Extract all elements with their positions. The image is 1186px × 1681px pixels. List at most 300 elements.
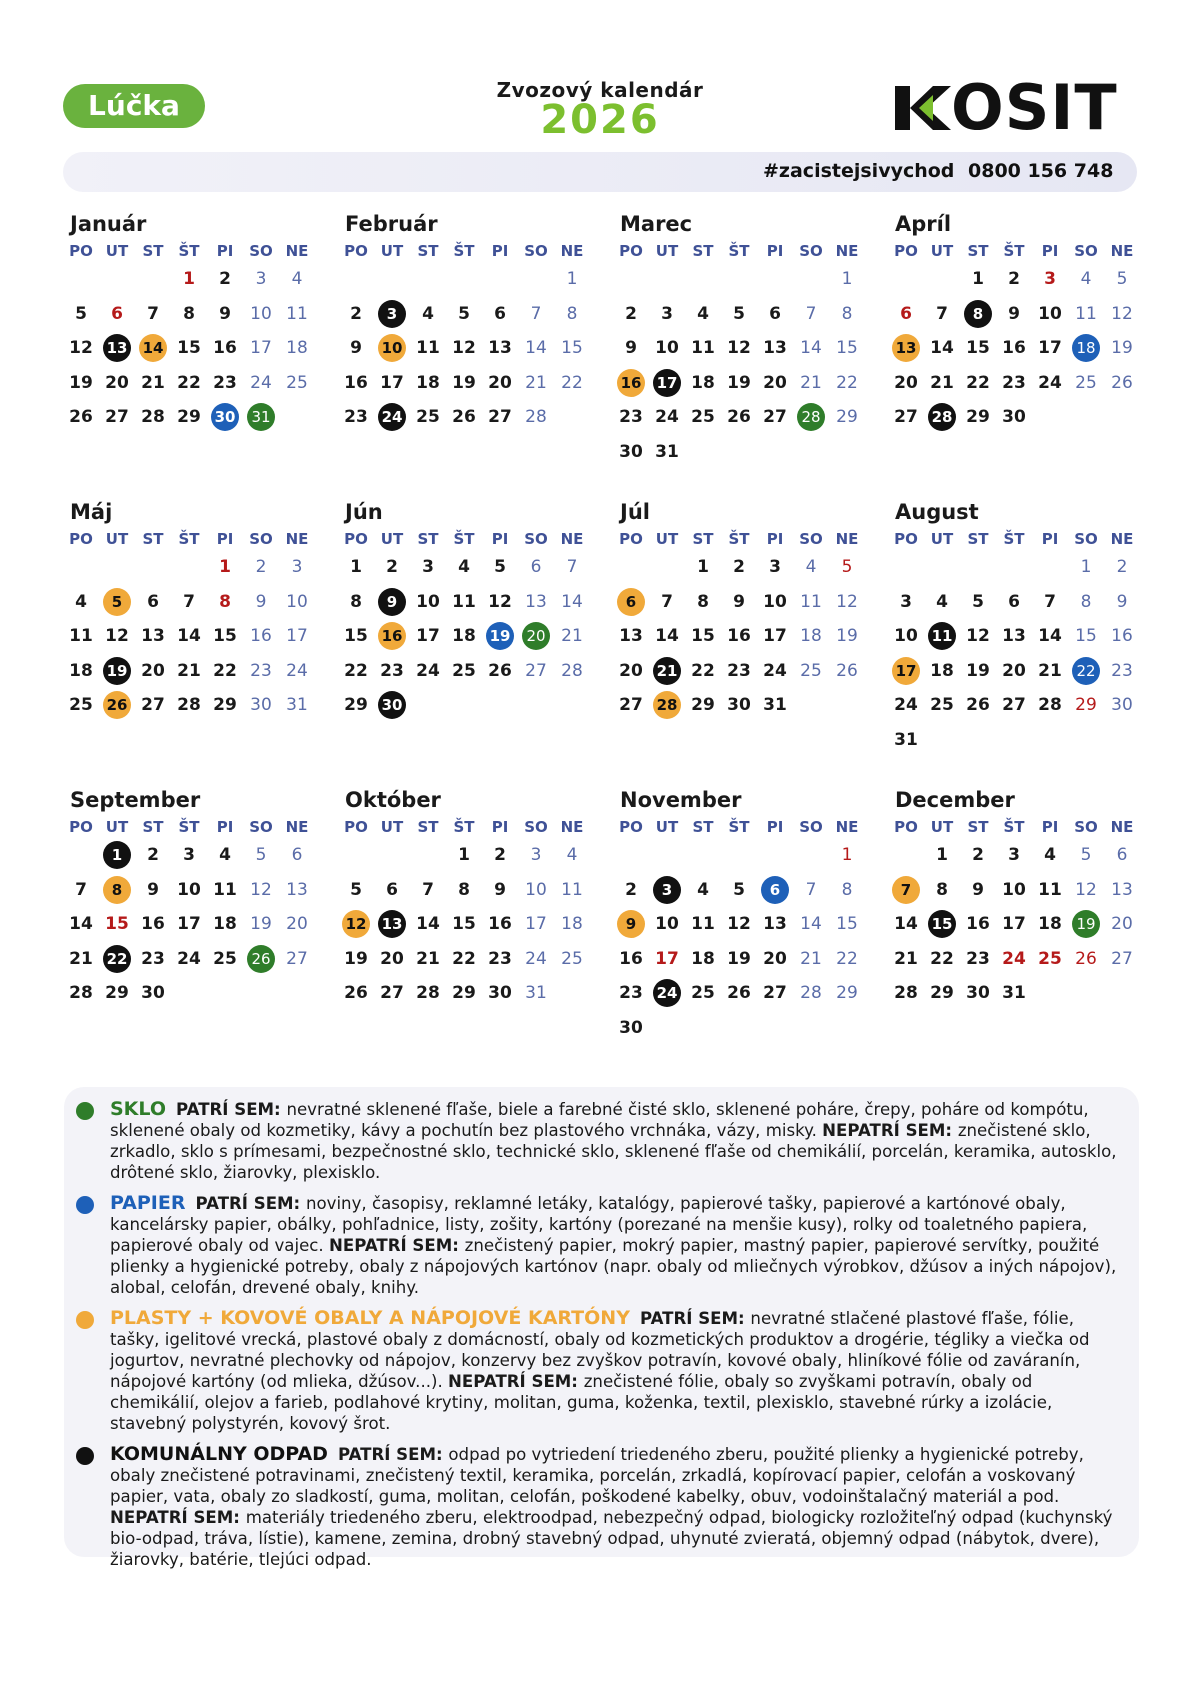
day-cell: 11 xyxy=(1038,879,1062,900)
day-cell: 18 xyxy=(800,626,822,646)
day-cell: 7 xyxy=(530,303,542,324)
weekday-header: NE xyxy=(285,242,309,260)
day-cell: 13 xyxy=(619,626,643,646)
day-cell: 12 xyxy=(1075,879,1097,900)
day-cell: 22 xyxy=(966,372,990,393)
month-name: September xyxy=(70,788,201,812)
day-cell: 9 xyxy=(147,879,159,900)
not-allowed-label: NEPATRÍ SEM: xyxy=(110,1508,246,1527)
day-cell: 17 xyxy=(177,914,201,934)
weekday-header: PI xyxy=(1041,530,1059,548)
pickup-day-black: 28 xyxy=(925,402,959,432)
allowed-text: noviny, časopisy, reklamné letáky, katalógy, papierové tašky, papierové a kartónové obaly, kancelársky papier, obálky, pohľadnice, listy, zošity, kartóny (porezané na menšie kusy), rolky od toaletného papiera, papierové obaly od vajec. xyxy=(110,1194,1088,1255)
day-cell: 19 xyxy=(452,372,476,393)
weekday-header: UT xyxy=(930,818,954,836)
day-cell: 3 xyxy=(1008,845,1020,865)
day-cell: 4 xyxy=(1044,845,1056,865)
weekday-header: PO xyxy=(894,818,918,836)
weekday-header: PI xyxy=(216,242,234,260)
day-cell: 27 xyxy=(380,983,404,1003)
pickup-day-orange: 16 xyxy=(614,368,648,398)
calendar-year: 2026 xyxy=(540,97,660,143)
day-cell: 20 xyxy=(141,660,165,681)
weekday-header: ŠT xyxy=(453,818,475,836)
day-cell: 16 xyxy=(213,338,237,358)
weekday-header: ST xyxy=(692,242,714,260)
weekday-header: NE xyxy=(1110,242,1134,260)
pickup-day-blue: 19 xyxy=(483,621,517,651)
day-cell: 22 xyxy=(836,372,858,393)
pickup-day-orange: 13 xyxy=(889,333,923,363)
day-cell: 5 xyxy=(255,845,267,865)
day-cell: 31 xyxy=(655,441,679,462)
day-cell: 20 xyxy=(894,372,918,393)
pickup-day-green: 31 xyxy=(244,402,278,432)
day-cell: 26 xyxy=(1075,948,1097,969)
day-cell: 2 xyxy=(219,269,231,289)
pickup-day-green: 19 xyxy=(1069,909,1103,939)
day-cell: 4 xyxy=(422,303,434,324)
weekday-header: PI xyxy=(766,530,784,548)
day-cell: 5 xyxy=(75,303,87,324)
day-cell: 16 xyxy=(141,914,165,934)
day-cell: 25 xyxy=(286,372,308,393)
day-cell: 21 xyxy=(561,626,583,646)
weekday-header: PO xyxy=(69,530,93,548)
day-cell: 8 xyxy=(566,303,578,324)
day-cell: 4 xyxy=(936,591,948,612)
day-cell: 23 xyxy=(344,407,368,427)
day-cell: 24 xyxy=(1002,948,1026,969)
weekday-header: NE xyxy=(835,242,859,260)
legend-category: KOMUNÁLNY ODPAD xyxy=(110,1443,328,1465)
month-days xyxy=(614,242,879,512)
weekday-header: PI xyxy=(766,242,784,260)
pickup-day-blue: 6 xyxy=(758,875,792,905)
weekday-header: PO xyxy=(344,530,368,548)
month-4 xyxy=(64,500,329,800)
weekday-header: PI xyxy=(1041,242,1059,260)
day-cell: 25 xyxy=(800,660,822,681)
allowed-label: PATRÍ SEM: xyxy=(639,1309,751,1328)
day-cell: 23 xyxy=(727,660,751,681)
day-cell: 9 xyxy=(350,338,362,358)
day-cell: 22 xyxy=(177,372,201,393)
day-cell: 9 xyxy=(972,879,984,900)
pickup-day-black: 13 xyxy=(100,333,134,363)
day-cell: 11 xyxy=(69,626,93,646)
day-cell: 18 xyxy=(691,372,715,393)
day-cell: 19 xyxy=(836,626,858,646)
weekday-header: ŠT xyxy=(453,242,475,260)
day-cell: 1 xyxy=(183,269,195,289)
day-cell: 25 xyxy=(1038,948,1062,969)
month-3 xyxy=(889,212,1154,512)
day-cell: 13 xyxy=(1111,879,1133,900)
weekday-header: SO xyxy=(524,242,548,260)
weekday-header: SO xyxy=(249,242,273,260)
day-cell: 5 xyxy=(972,591,984,612)
day-cell: 10 xyxy=(250,303,272,324)
day-cell: 12 xyxy=(966,626,990,646)
weekday-header: PO xyxy=(619,530,643,548)
month-name: Marec xyxy=(620,212,693,236)
day-cell: 4 xyxy=(566,845,578,865)
day-cell: 12 xyxy=(488,591,512,612)
day-cell: 27 xyxy=(619,695,643,715)
day-cell: 23 xyxy=(380,660,404,681)
day-cell: 30 xyxy=(619,441,643,462)
weekday-header: UT xyxy=(105,818,129,836)
month-name: Apríl xyxy=(895,212,952,236)
day-cell: 28 xyxy=(894,983,918,1003)
day-cell: 22 xyxy=(452,948,476,969)
weekday-header: UT xyxy=(930,242,954,260)
weekday-header: UT xyxy=(655,818,679,836)
day-cell: 19 xyxy=(250,914,272,934)
day-cell: 22 xyxy=(691,660,715,681)
day-cell: 21 xyxy=(69,948,93,969)
pickup-day-green: 26 xyxy=(244,944,278,974)
weekday-header: PO xyxy=(344,818,368,836)
day-cell: 29 xyxy=(105,983,129,1003)
kosit-logo xyxy=(893,71,1138,144)
day-cell: 27 xyxy=(763,407,787,427)
weekday-header: NE xyxy=(560,530,584,548)
month-1 xyxy=(339,212,604,512)
day-cell: 18 xyxy=(286,338,308,358)
day-cell: 17 xyxy=(525,914,547,934)
weekday-header: ŠT xyxy=(1003,818,1025,836)
day-cell: 18 xyxy=(561,914,583,934)
day-cell: 6 xyxy=(769,303,781,324)
day-cell: 25 xyxy=(416,407,440,427)
legend-item-black xyxy=(76,1444,1121,1570)
day-cell: 20 xyxy=(488,372,512,393)
pickup-day-blue: 22 xyxy=(1069,656,1103,686)
weekday-header: NE xyxy=(835,818,859,836)
day-cell: 12 xyxy=(1111,303,1133,324)
day-cell: 15 xyxy=(966,338,990,358)
pickup-day-orange: 7 xyxy=(889,875,923,905)
day-cell: 11 xyxy=(691,338,715,358)
day-cell: 20 xyxy=(1002,660,1026,681)
day-cell: 13 xyxy=(763,338,787,358)
weekday-header: SO xyxy=(524,818,548,836)
month-days xyxy=(64,818,329,1088)
allowed-text: nevratné stlačené plastové fľaše, fólie, tašky, igelitové vrecká, plastové obaly z domácností, obaly od kozmetických produktov a drogérie, tégliky a viečka od jogurtov, nevratné plechovky od nápojov, konzervy bez zvyškov potravín, kovové obaly, hliníkové fólie od zaváranín, nápojové kartóny (od mlieka, džúsov...). xyxy=(110,1309,1090,1391)
month-name: Január xyxy=(70,212,147,236)
pickup-day-black: 9 xyxy=(375,587,409,617)
day-cell: 15 xyxy=(452,914,476,934)
month-days xyxy=(339,818,604,1088)
month-name: August xyxy=(895,500,979,524)
day-cell: 2 xyxy=(972,845,984,865)
weekday-header: PI xyxy=(216,818,234,836)
day-cell: 26 xyxy=(727,407,751,427)
day-cell: 10 xyxy=(763,591,787,612)
day-cell: 29 xyxy=(691,695,715,715)
phone-number: 0800 156 748 xyxy=(968,160,1114,182)
day-cell: 15 xyxy=(344,626,368,646)
weekday-header: ST xyxy=(967,530,989,548)
day-cell: 3 xyxy=(255,269,267,289)
month-0 xyxy=(64,212,329,512)
day-cell: 29 xyxy=(177,407,201,427)
day-cell: 30 xyxy=(619,1017,643,1038)
day-cell: 21 xyxy=(1038,660,1062,681)
day-cell: 18 xyxy=(1038,914,1062,934)
day-cell: 18 xyxy=(691,948,715,969)
day-cell: 26 xyxy=(1111,372,1133,393)
day-cell: 6 xyxy=(386,879,398,900)
month-days xyxy=(339,242,604,512)
day-cell: 23 xyxy=(966,948,990,969)
day-cell: 5 xyxy=(841,557,853,577)
day-cell: 17 xyxy=(286,626,308,646)
day-cell: 5 xyxy=(494,557,506,577)
weekday-header: ST xyxy=(417,242,439,260)
day-cell: 19 xyxy=(69,372,93,393)
day-cell: 27 xyxy=(763,983,787,1003)
day-cell: 6 xyxy=(291,845,303,865)
pickup-day-black: 21 xyxy=(650,656,684,686)
day-cell: 24 xyxy=(655,407,679,427)
weekday-header: ŠT xyxy=(1003,242,1025,260)
weekday-header: UT xyxy=(380,818,404,836)
day-cell: 1 xyxy=(841,845,853,865)
weekday-header: ŠT xyxy=(1003,530,1025,548)
pickup-day-orange: 14 xyxy=(136,333,170,363)
day-cell: 3 xyxy=(1044,269,1056,289)
pickup-day-black: 11 xyxy=(925,621,959,651)
day-cell: 7 xyxy=(805,303,817,324)
day-cell: 8 xyxy=(458,879,470,900)
not-allowed-label: NEPATRÍ SEM: xyxy=(328,1236,465,1255)
day-cell: 9 xyxy=(219,303,231,324)
day-cell: 20 xyxy=(380,948,404,969)
month-name: Február xyxy=(345,212,438,236)
weekday-header: UT xyxy=(380,242,404,260)
day-cell: 11 xyxy=(416,338,440,358)
waste-legend xyxy=(64,1087,1139,1569)
day-cell: 14 xyxy=(177,626,201,646)
pickup-day-black: 24 xyxy=(650,978,684,1008)
day-cell: 21 xyxy=(525,372,547,393)
day-cell: 24 xyxy=(250,372,272,393)
day-cell: 4 xyxy=(291,269,303,289)
weekday-header: SO xyxy=(524,530,548,548)
weekday-header: SO xyxy=(249,530,273,548)
weekday-header: SO xyxy=(249,818,273,836)
day-cell: 28 xyxy=(1038,695,1062,715)
weekday-header: NE xyxy=(285,818,309,836)
month-days xyxy=(64,242,329,512)
pickup-day-blue: 18 xyxy=(1069,333,1103,363)
pickup-day-green: 28 xyxy=(794,402,828,432)
day-cell: 6 xyxy=(1116,845,1128,865)
month-7 xyxy=(889,500,1154,800)
weekday-header: UT xyxy=(930,530,954,548)
not-allowed-text: znečistený papier, mokrý papier, mastný papier, papierové servítky, použité plienky a hygienické potreby, obaly z nápojových kartónov (napr. obaly od mliečnych výrobkov, džúsov a iných nápojov), alobal, celofán, drevené obaly, knihy. xyxy=(110,1236,1117,1297)
day-cell: 5 xyxy=(733,303,745,324)
day-cell: 7 xyxy=(661,591,673,612)
day-cell: 15 xyxy=(691,626,715,646)
day-cell: 22 xyxy=(836,948,858,969)
day-cell: 2 xyxy=(147,845,159,865)
day-cell: 7 xyxy=(1044,591,1056,612)
day-cell: 2 xyxy=(1116,557,1128,577)
day-cell: 7 xyxy=(183,591,195,612)
day-cell: 28 xyxy=(141,407,165,427)
day-cell: 24 xyxy=(177,948,201,969)
day-cell: 7 xyxy=(422,879,434,900)
day-cell: 16 xyxy=(619,948,643,969)
day-cell: 20 xyxy=(619,660,643,681)
weekday-header: ŠT xyxy=(178,530,200,548)
day-cell: 14 xyxy=(69,914,93,934)
weekday-header: NE xyxy=(835,530,859,548)
legend-category: PAPIER xyxy=(110,1192,186,1214)
day-cell: 31 xyxy=(894,729,918,750)
day-cell: 4 xyxy=(697,303,709,324)
day-cell: 1 xyxy=(566,269,578,289)
weekday-header: ST xyxy=(142,530,164,548)
day-cell: 16 xyxy=(727,626,751,646)
day-cell: 6 xyxy=(530,557,542,577)
day-cell: 5 xyxy=(1116,269,1128,289)
weekday-header: ST xyxy=(142,818,164,836)
weekday-header: NE xyxy=(560,818,584,836)
day-cell: 27 xyxy=(141,695,165,715)
day-cell: 25 xyxy=(691,983,715,1003)
legend-item-blue xyxy=(76,1193,1121,1298)
day-cell: 12 xyxy=(727,338,751,358)
weekday-header: ST xyxy=(692,530,714,548)
day-cell: 13 xyxy=(141,626,165,646)
day-cell: 6 xyxy=(147,591,159,612)
day-cell: 1 xyxy=(697,557,709,577)
day-cell: 24 xyxy=(763,660,787,681)
day-cell: 17 xyxy=(763,626,787,646)
day-cell: 23 xyxy=(213,372,237,393)
legend-item-green xyxy=(76,1099,1121,1183)
day-cell: 28 xyxy=(561,660,583,681)
day-cell: 9 xyxy=(625,338,637,358)
day-cell: 24 xyxy=(1038,372,1062,393)
pickup-day-black: 30 xyxy=(375,690,409,720)
day-cell: 14 xyxy=(930,338,954,358)
day-cell: 30 xyxy=(966,983,990,1003)
day-cell: 29 xyxy=(1075,695,1097,715)
day-cell: 8 xyxy=(841,303,853,324)
pickup-day-black: 17 xyxy=(650,368,684,398)
day-cell: 3 xyxy=(422,557,434,577)
weekday-header: ST xyxy=(417,530,439,548)
not-allowed-text: znečistené sklo, zrkadlo, sklo s prímesami, bezpečnostné sklo, technické sklo, sklenené fľaše od chemikálií, porcelán, keramika, autosklo, drôtené sklo, žiarovky, plexisklo. xyxy=(110,1121,1117,1182)
day-cell: 27 xyxy=(488,407,512,427)
day-cell: 29 xyxy=(966,407,990,427)
day-cell: 7 xyxy=(805,879,817,900)
day-cell: 7 xyxy=(936,303,948,324)
pickup-day-black: 24 xyxy=(375,402,409,432)
day-cell: 10 xyxy=(1002,879,1026,900)
day-cell: 1 xyxy=(219,557,231,577)
weekday-header: PI xyxy=(491,818,509,836)
weekday-header: UT xyxy=(655,242,679,260)
day-cell: 24 xyxy=(525,948,547,969)
day-cell: 9 xyxy=(494,879,506,900)
day-cell: 19 xyxy=(727,372,751,393)
day-cell: 1 xyxy=(936,845,948,865)
day-cell: 27 xyxy=(1002,695,1026,715)
day-cell: 11 xyxy=(452,591,476,612)
weekday-header: ŠT xyxy=(453,530,475,548)
not-allowed-label: NEPATRÍ SEM: xyxy=(822,1121,958,1140)
day-cell: 11 xyxy=(286,303,308,324)
day-cell: 14 xyxy=(894,914,918,934)
month-5 xyxy=(339,500,604,800)
weekday-header: PO xyxy=(894,242,918,260)
day-cell: 29 xyxy=(836,983,858,1003)
pickup-day-green: 20 xyxy=(519,621,553,651)
pickup-day-orange: 28 xyxy=(650,690,684,720)
weekday-header: SO xyxy=(1074,242,1098,260)
day-cell: 18 xyxy=(416,372,440,393)
day-cell: 10 xyxy=(525,879,547,900)
day-cell: 10 xyxy=(286,591,308,612)
day-cell: 19 xyxy=(727,948,751,969)
day-cell: 2 xyxy=(350,303,362,324)
day-cell: 17 xyxy=(416,626,440,646)
day-cell: 13 xyxy=(488,338,512,358)
day-cell: 10 xyxy=(894,626,918,646)
day-cell: 15 xyxy=(836,338,858,358)
legend-category: SKLO xyxy=(110,1098,166,1120)
day-cell: 5 xyxy=(458,303,470,324)
day-cell: 6 xyxy=(111,303,123,324)
day-cell: 2 xyxy=(255,557,267,577)
day-cell: 22 xyxy=(561,372,583,393)
month-11 xyxy=(889,788,1154,1088)
day-cell: 21 xyxy=(141,372,165,393)
day-cell: 15 xyxy=(177,338,201,358)
day-cell: 28 xyxy=(69,983,93,1003)
pickup-day-orange: 9 xyxy=(614,909,648,939)
allowed-label: PATRÍ SEM: xyxy=(337,1445,449,1464)
weekday-header: NE xyxy=(285,530,309,548)
day-cell: 23 xyxy=(1111,660,1133,681)
weekday-header: NE xyxy=(1110,818,1134,836)
day-cell: 23 xyxy=(619,983,643,1003)
day-cell: 21 xyxy=(416,948,440,969)
day-cell: 7 xyxy=(566,557,578,577)
day-cell: 8 xyxy=(697,591,709,612)
day-cell: 15 xyxy=(213,626,237,646)
black-dot-icon xyxy=(76,1447,94,1465)
pickup-day-black: 1 xyxy=(100,840,134,870)
day-cell: 26 xyxy=(69,407,93,427)
day-cell: 30 xyxy=(250,695,272,715)
day-cell: 12 xyxy=(105,626,129,646)
day-cell: 30 xyxy=(1002,407,1026,427)
day-cell: 26 xyxy=(452,407,476,427)
day-cell: 2 xyxy=(1008,269,1020,289)
day-cell: 23 xyxy=(1002,372,1026,393)
green-dot-icon xyxy=(76,1102,94,1120)
day-cell: 1 xyxy=(972,269,984,289)
weekday-header: PI xyxy=(1041,818,1059,836)
